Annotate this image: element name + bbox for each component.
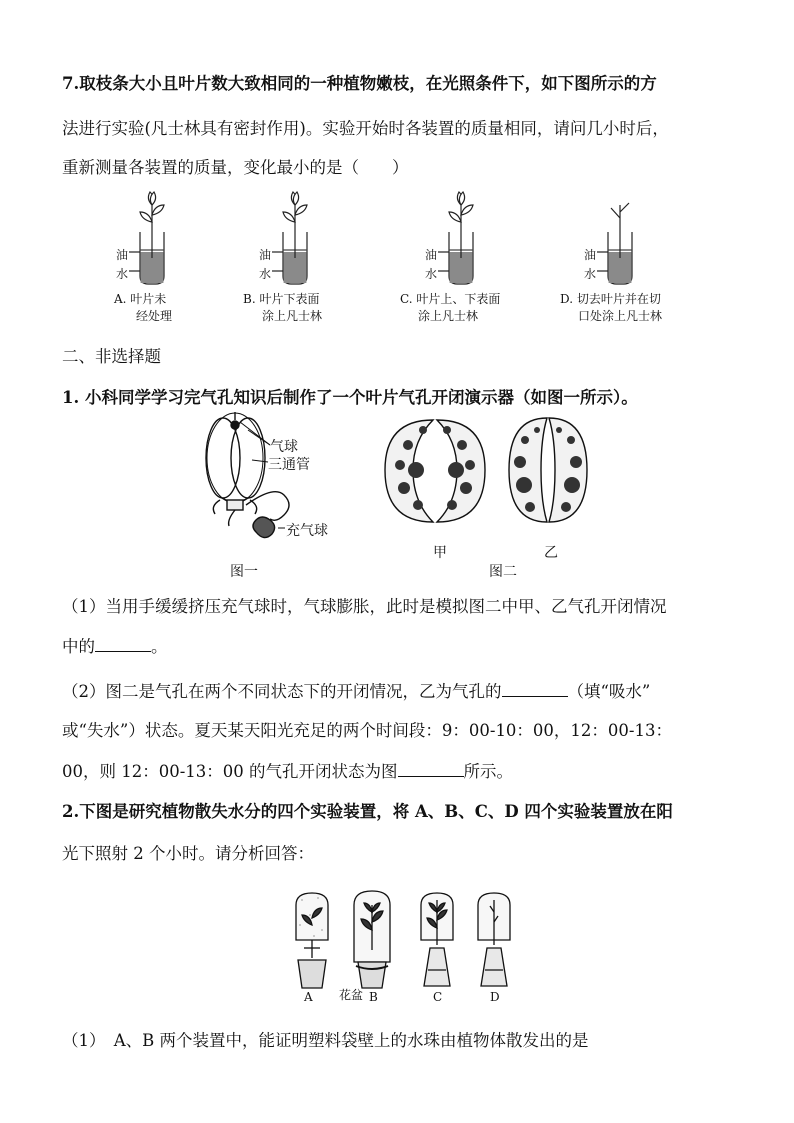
fig1-caption: 图一	[230, 564, 258, 580]
apparatus-d-label: D	[490, 990, 500, 1004]
fig2-jia-label: 甲	[433, 545, 447, 561]
apparatus-c	[421, 893, 453, 986]
tube-b-water-label: 水	[259, 267, 272, 281]
tube-b-oil-label: 油	[259, 248, 272, 262]
option-c-caption-1: C. 叶片上、下表面	[400, 292, 501, 306]
option-b-caption-2: 涂上凡士林	[262, 309, 323, 323]
fig2-caption: 图二	[489, 564, 517, 580]
tube-c-oil-label: 油	[425, 248, 438, 262]
q1-sub2-text-d: 所示。	[463, 762, 514, 781]
q1-sub2-text-c: 00，则 12：00-13：00 的气孔开闭状态为图	[62, 762, 398, 781]
apparatus-c-label: C	[433, 990, 443, 1004]
apparatus-d	[478, 893, 510, 986]
q2-line2: 光下照射 2 个小时。请分析回答：	[62, 844, 314, 863]
fig1-balloon-label: 气球	[270, 439, 298, 455]
tube-a-water-label: 水	[116, 267, 129, 281]
apparatus-b-label: B	[369, 990, 378, 1004]
q7-line1: 7.取枝条大小且叶片数大致相同的一种植物嫩枝，在光照条件下，如下图所示的方	[62, 74, 657, 93]
option-b-caption-1: B. 叶片下表面	[243, 292, 320, 306]
q7-line2: 法进行实验(凡士林具有密封作用)。实验开始时各装置的质量相同，请问几小时后，	[62, 119, 669, 138]
q1-sub2-text-b: （填“吸水”	[567, 682, 651, 701]
tube-c-water-label: 水	[425, 267, 438, 281]
q1-sub2-text-a: （2）图二是气孔在两个不同状态下的开闭情况，乙为气孔的	[62, 682, 502, 701]
q1-sub1-text-b: 。	[151, 637, 168, 656]
option-a-caption-1: A. 叶片未	[114, 292, 167, 306]
q1-intro: 1. 小科同学学习完气孔知识后制作了一个叶片气孔开闭演示器（如图一所示）。	[62, 388, 638, 407]
option-c-caption-2: 涂上凡士林	[418, 309, 479, 323]
option-a-caption-2: 经处理	[136, 309, 173, 323]
q1-sub1-text-a: 中的	[62, 637, 95, 656]
tube-d-water-label: 水	[584, 267, 597, 281]
fig1-tee-label: 三通管	[268, 457, 310, 473]
apparatus-b	[354, 891, 390, 988]
fig2-yi-label: 乙	[544, 545, 558, 561]
apparatus-a	[296, 893, 328, 988]
q1-sub1-line1: （1）当用手缓缓挤压充气球时，气球膨胀，此时是模拟图二中甲、乙气孔开闭情况	[62, 597, 667, 616]
apparatus-a-label: A	[304, 990, 313, 1004]
q2-line1: 2.下图是研究植物散失水分的四个实验装置，将 A、B、C、D 四个实验装置放在阳	[62, 802, 673, 821]
fig1-bulb-label: 充气球	[286, 523, 328, 539]
tube-d-oil-label: 油	[584, 248, 597, 262]
q7-line3: 重新测量各装置的质量，变化最小的是（ ）	[62, 158, 409, 177]
option-d-caption-1: D. 切去叶片并在切	[560, 292, 661, 306]
tube-a-oil-label: 油	[116, 248, 129, 262]
q1-sub2-line2: 或“失水”）状态。夏天某天阳光充足的两个时间段：9：00-10：00，12：00-13：	[62, 721, 672, 740]
q2-sub1: （1） A、B 两个装置中，能证明塑料袋壁上的水珠由植物体散发出的是	[62, 1031, 589, 1050]
section-title: 二、非选择题	[62, 347, 161, 366]
pot-label: 花盆	[339, 988, 364, 1002]
option-d-caption-2: 口处涂上凡士林	[578, 309, 663, 323]
